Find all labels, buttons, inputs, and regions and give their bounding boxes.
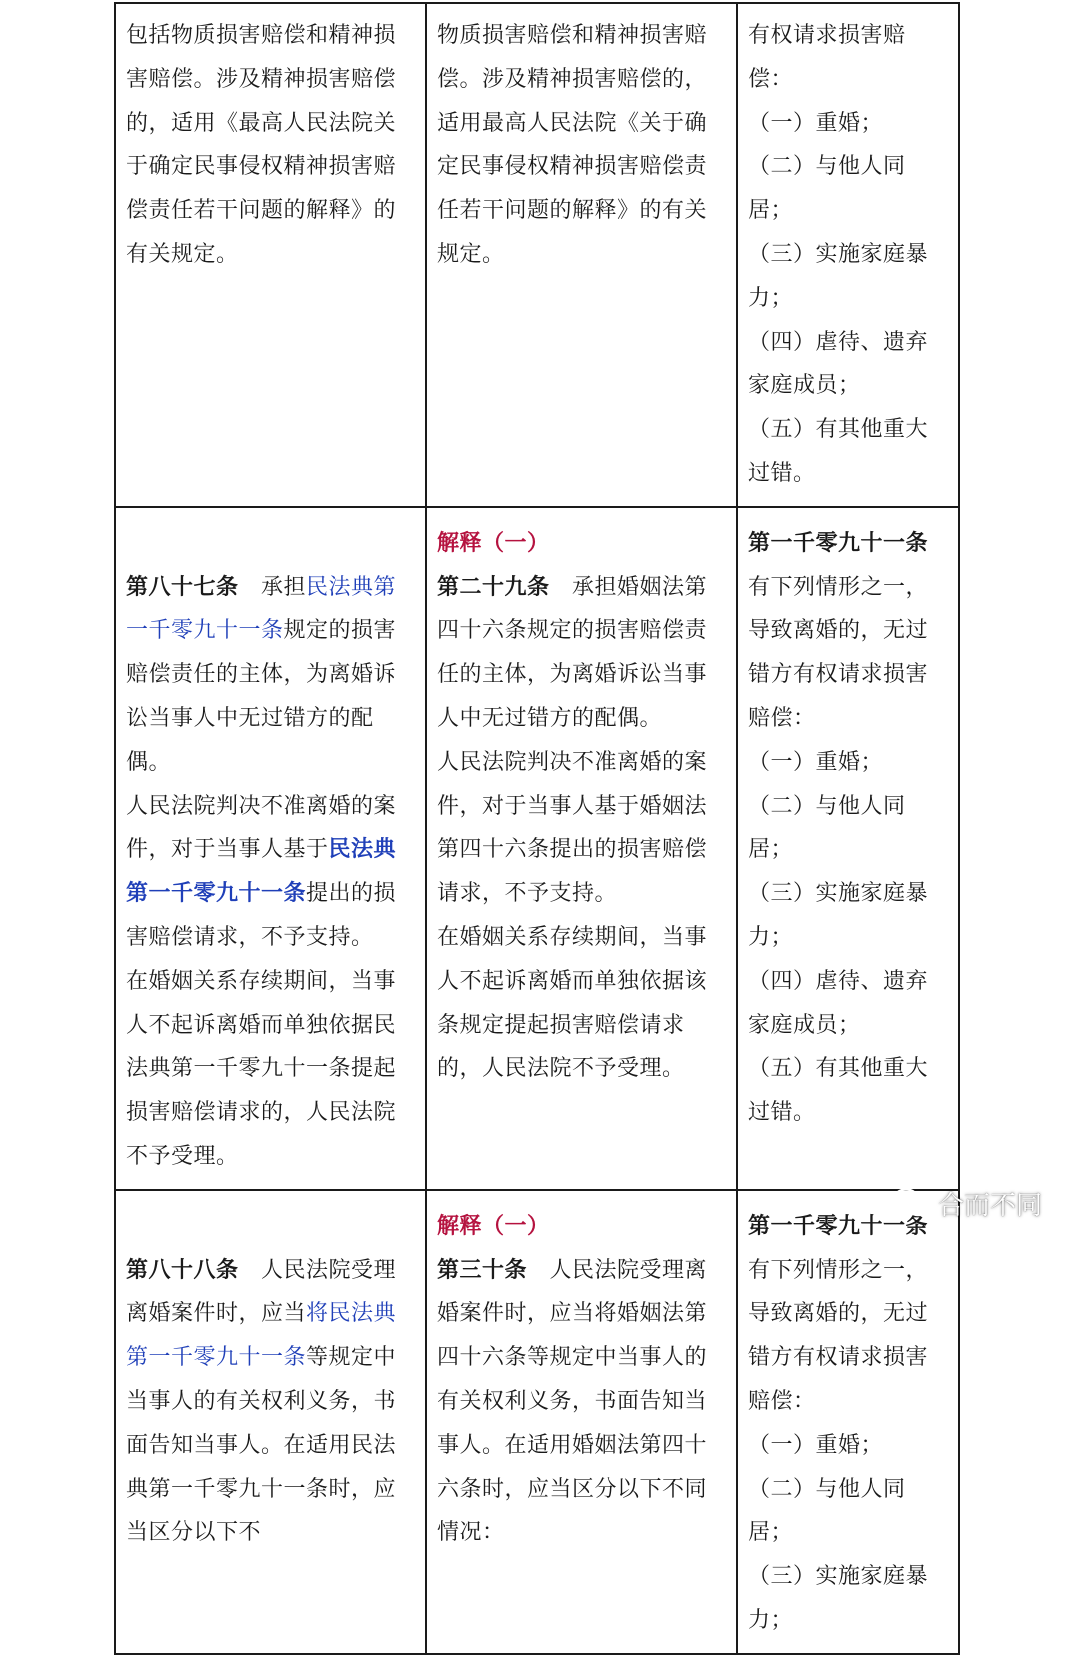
article-number: 第一千零九十一条 xyxy=(748,529,929,556)
civil-code-interpretation-cell xyxy=(115,1190,426,1654)
text-run: 人民法院判决不准离婚的案件，对于当事人基于婚姻法第四十六条提出的损害赔偿请求，不予支持。 xyxy=(437,749,708,907)
paragraph xyxy=(748,741,950,785)
paragraph xyxy=(748,408,950,496)
civil-code-interpretation-cell xyxy=(115,507,426,1190)
paragraph xyxy=(748,1249,950,1424)
paragraph xyxy=(748,566,950,741)
text-run: 人民法院受理离婚案件时，应当将婚姻法第四十六条等规定中当事人的有关权利义务，书面告知当事人。在适用婚姻法第四十六条时，应当区分以下不同情况： xyxy=(437,1257,708,1546)
text-run: 承担 xyxy=(238,574,307,600)
text-run: （四）虐待、遗弃家庭成员； xyxy=(748,329,929,399)
paragraph xyxy=(437,522,728,566)
civil-code-reference: 民法典第一千零九十一条 xyxy=(126,836,397,907)
paragraph xyxy=(437,1205,728,1249)
paragraph xyxy=(748,1424,950,1468)
paragraph xyxy=(748,145,950,233)
text-run: 在婚姻关系存续期间，当事人不起诉离婚而单独依据民法典第一千零九十一条提起损害赔偿请求的，人民法院不予受理。 xyxy=(126,968,397,1169)
article-number: 第一千零九十一条 xyxy=(748,1212,929,1239)
interpretation-heading: 解释（一） xyxy=(437,529,550,556)
text-run: 有下列情形之一，导致离婚的，无过错方有权请求损害赔偿： xyxy=(748,1257,929,1414)
paragraph xyxy=(126,14,417,277)
paragraph xyxy=(748,1555,950,1643)
article-number: 第八十八条 xyxy=(126,1256,239,1283)
paragraph xyxy=(437,566,728,741)
blank-line xyxy=(126,1205,417,1249)
text-run: （三）实施家庭暴力； xyxy=(748,1564,929,1633)
text-run: （五）有其他重大过错。 xyxy=(748,417,929,486)
comparison-table xyxy=(114,2,960,1655)
text-run: 人民法院受理离婚案件时，应当 xyxy=(126,1257,397,1327)
civil-code-article-cell xyxy=(737,1190,959,1654)
paragraph xyxy=(126,785,417,960)
article-number: 第二十九条 xyxy=(437,573,550,600)
paragraph xyxy=(748,1047,950,1135)
paragraph xyxy=(748,872,950,960)
table-row xyxy=(115,1190,959,1654)
paragraph xyxy=(437,916,728,1091)
text-run: （四）虐待、遗弃家庭成员； xyxy=(748,968,929,1038)
text-run: （二）与他人同居； xyxy=(748,1476,906,1546)
wechat-icon xyxy=(892,1187,930,1219)
paragraph xyxy=(748,1468,950,1556)
text-run: （二）与他人同居； xyxy=(748,793,906,863)
paragraph xyxy=(748,102,950,146)
text-run: 提出的损害赔偿请求，不予支持。 xyxy=(126,881,397,950)
paragraph xyxy=(437,14,728,277)
old-marriage-law-interpretation-cell xyxy=(426,507,737,1190)
paragraph xyxy=(437,741,728,916)
text-run: 有下列情形之一，导致离婚的，无过错方有权请求损害赔偿： xyxy=(748,574,929,731)
text-run: 人民法院判决不准离婚的案件，对于当事人基于 xyxy=(126,793,397,863)
paragraph xyxy=(126,1249,417,1556)
text-run: （三）实施家庭暴力； xyxy=(748,241,929,311)
text-run: （三）实施家庭暴力； xyxy=(748,881,929,950)
paragraph xyxy=(126,566,417,785)
civil-code-reference: 民法典第一千零九十一条 xyxy=(126,574,397,644)
watermark-text: 合而不同 xyxy=(938,1190,1043,1221)
text-run: 有权请求损害赔偿： xyxy=(748,23,906,92)
text-run: 承担婚姻法第四十六条规定的损害赔偿责任的主体，为离婚诉讼当事人中无过错方的配偶。 xyxy=(437,574,708,731)
text-run: （一）重婚； xyxy=(748,749,884,775)
table-row xyxy=(115,507,959,1190)
article-number: 第三十条 xyxy=(437,1256,528,1283)
paragraph xyxy=(748,960,950,1048)
blank-line xyxy=(126,522,417,566)
civil-code-article-cell xyxy=(737,3,959,507)
paragraph xyxy=(748,14,950,102)
paragraph xyxy=(748,522,950,566)
paragraph xyxy=(748,785,950,873)
watermark xyxy=(892,1178,1042,1228)
civil-code-article-cell xyxy=(737,507,959,1190)
text-run: （二）与他人同居； xyxy=(748,154,906,224)
text-run: 在婚姻关系存续期间，当事人不起诉离婚而单独依据该条规定提起损害赔偿请求的，人民法院不予受理。 xyxy=(437,924,708,1082)
text-run: （五）有其他重大过错。 xyxy=(748,1056,929,1126)
text-run: 包括物质损害赔偿和精神损害赔偿。涉及精神损害赔偿的，适用《最高人民法院关于确定民事侵权精神损害赔偿责任若干问题的解释》的有关规定。 xyxy=(126,23,397,267)
interpretation-heading: 解释（一） xyxy=(437,1212,550,1239)
paragraph xyxy=(748,321,950,409)
text-run: （一）重婚； xyxy=(748,1432,884,1458)
civil-code-reference: 将民法典第一千零九十一条 xyxy=(126,1301,397,1371)
paragraph xyxy=(748,233,950,321)
old-marriage-law-interpretation-cell xyxy=(426,3,737,507)
text-run: 物质损害赔偿和精神损害赔偿。涉及精神损害赔偿的，适用最高人民法院《关于确定民事侵权精神损害赔偿责任若干问题的解释》的有关规定。 xyxy=(437,23,708,267)
old-marriage-law-interpretation-cell xyxy=(426,1190,737,1654)
paragraph xyxy=(437,1249,728,1556)
article-number: 第八十七条 xyxy=(126,573,239,600)
civil-code-interpretation-cell xyxy=(115,3,426,507)
text-run: 规定的损害赔偿责任的主体，为离婚诉讼当事人中无过错方的配偶。 xyxy=(126,618,397,775)
table-row xyxy=(115,3,959,507)
text-run: 等规定中当事人的有关权利义务，书面告知当事人。在适用民法典第一千零九十一条时，应当区分以下不 xyxy=(126,1345,397,1546)
paragraph xyxy=(126,960,417,1179)
text-run: （一）重婚； xyxy=(748,110,884,136)
